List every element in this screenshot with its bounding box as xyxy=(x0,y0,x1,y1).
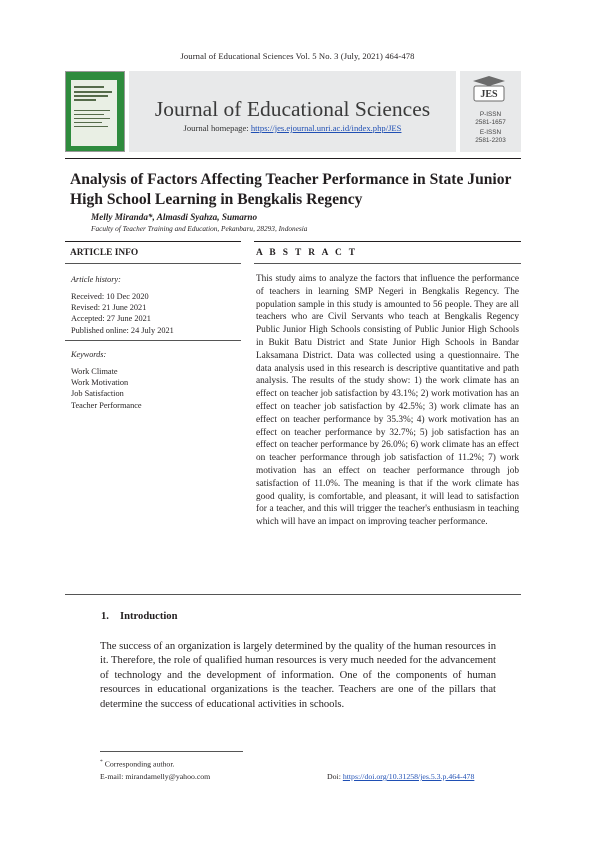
section-number: 1. xyxy=(101,611,109,622)
abstract-text: This study aims to analyze the factors that influence the performance of teachers in learning SMP Negeri in Bengkalis Regency. The population sample in this study is amounted to 56 people. They are all teachers who are Civil Servants who teach at Bengkalis Regency Public Junior High Schools consisting of Public Junior High Schools in Bukit Batu District and State Junior High Schools in Bandar Laksamana District. Data was collected using a questionnaire. The data analysis used in this research is descriptive quantitative and path analysis. The results of the study show: 1) the work climate has an effect on teacher job satisfaction by 43.1%; 2) work motivation has an effect on teacher job satisfaction by 42.5%; 3) work climate has an effect on teacher performance by 35.3%; 4) work motivation has an effect on teacher performance by 32.7%; 5) job satisfaction has an effect on teacher performance by 26.0%; 6) work climate has an effect on teacher performance through job satisfaction of 11.2%; 7) work motivation has an effect on teacher performance through job satisfaction of 11.0%. The meaning is that if the work climate has good quality, is comfortable, and pleasant, it will lead to satisfaction for a teacher, and this will trigger the teacher's enthusiasm in teaching which will have an impact on improving teacher performance. xyxy=(256,274,519,528)
history-received: Received: 10 Dec 2020 xyxy=(71,292,149,301)
footnote-rule xyxy=(100,751,243,752)
article-history xyxy=(71,291,174,336)
masthead-rule xyxy=(65,158,521,159)
jes-logo-icon xyxy=(470,75,508,105)
article-title: Analysis of Factors Affecting Teacher Performance in State Junior High School Learning in Bengkalis Regency xyxy=(70,171,512,208)
journal-masthead xyxy=(65,71,521,152)
history-revised: Revised: 21 June 2021 xyxy=(71,303,147,313)
keyword-item: Teacher Performance xyxy=(71,400,142,410)
section-title: Introduction xyxy=(120,611,178,622)
introduction-paragraph: The success of an organization is largely determined by the quality of the human resources in it. Therefore, the role of qualified human resources is very much needed for the advancement of technology and the development of information. One of the components of human resources in educational organizations is the teacher. Teachers are one of the pillars that determine the success of educational activities in schools. xyxy=(100,641,496,710)
logo-text: JES xyxy=(480,89,498,100)
history-label: Article history: xyxy=(71,275,121,284)
doi-link[interactable]: https://doi.org/10.31258/jes.5.3.p.464-478 xyxy=(342,772,475,781)
article-info-heading: ARTICLE INFO xyxy=(70,248,139,258)
corresponding-author-note: Corresponding author. xyxy=(104,759,175,769)
journal-title: Journal of Educational Sciences xyxy=(154,97,431,121)
homepage-link[interactable]: https://jes.ejournal.unri.ac.id/index.php/JES xyxy=(250,123,402,133)
masthead-title-box xyxy=(129,71,456,152)
history-published: Published online: 24 July 2021 xyxy=(71,325,174,335)
keywords-label: Keywords: xyxy=(71,350,107,359)
info-sub-rule xyxy=(65,263,241,264)
running-header: Journal of Educational Sciences Vol. 5 No. 3 (July, 2021) 464-478 xyxy=(180,51,415,61)
abstract-sub-rule xyxy=(254,263,521,264)
info-mid-rule xyxy=(65,340,241,341)
info-top-rule xyxy=(65,241,241,242)
journal-cover-image xyxy=(65,71,125,152)
abstract-top-rule xyxy=(254,241,521,242)
keywords-list xyxy=(71,366,142,411)
journal-homepage xyxy=(129,123,456,133)
introduction-heading xyxy=(101,611,178,622)
footnote-mark: * xyxy=(100,759,103,765)
e-issn: 2581-2203 xyxy=(475,137,506,144)
footnote-corresponding xyxy=(100,759,174,769)
homepage-label: Journal homepage: xyxy=(183,123,251,133)
e-issn-label: E-ISSN xyxy=(479,129,502,136)
p-issn: 2581-1657 xyxy=(475,119,506,126)
section-divider xyxy=(65,594,521,595)
doi xyxy=(327,772,474,781)
keyword-item: Work Motivation xyxy=(71,378,129,388)
p-issn-label: P-ISSN xyxy=(479,111,502,118)
issn-box xyxy=(460,71,521,152)
history-accepted: Accepted: 27 June 2021 xyxy=(71,314,151,324)
footnote-email[interactable]: E-mail: mirandamelly@yahoo.com xyxy=(100,772,211,781)
author-affiliation: Faculty of Teacher Training and Education, Pekanbaru, 28293, Indonesia xyxy=(91,224,308,233)
abstract-heading: A B S T R A C T xyxy=(256,248,358,258)
doi-label: Doi: xyxy=(327,772,343,781)
keyword-item: Job Satisfaction xyxy=(71,389,124,399)
keyword-item: Work Climate xyxy=(71,367,118,376)
article-authors: Melly Miranda*, Almasdi Syahza, Sumarno xyxy=(91,212,258,222)
